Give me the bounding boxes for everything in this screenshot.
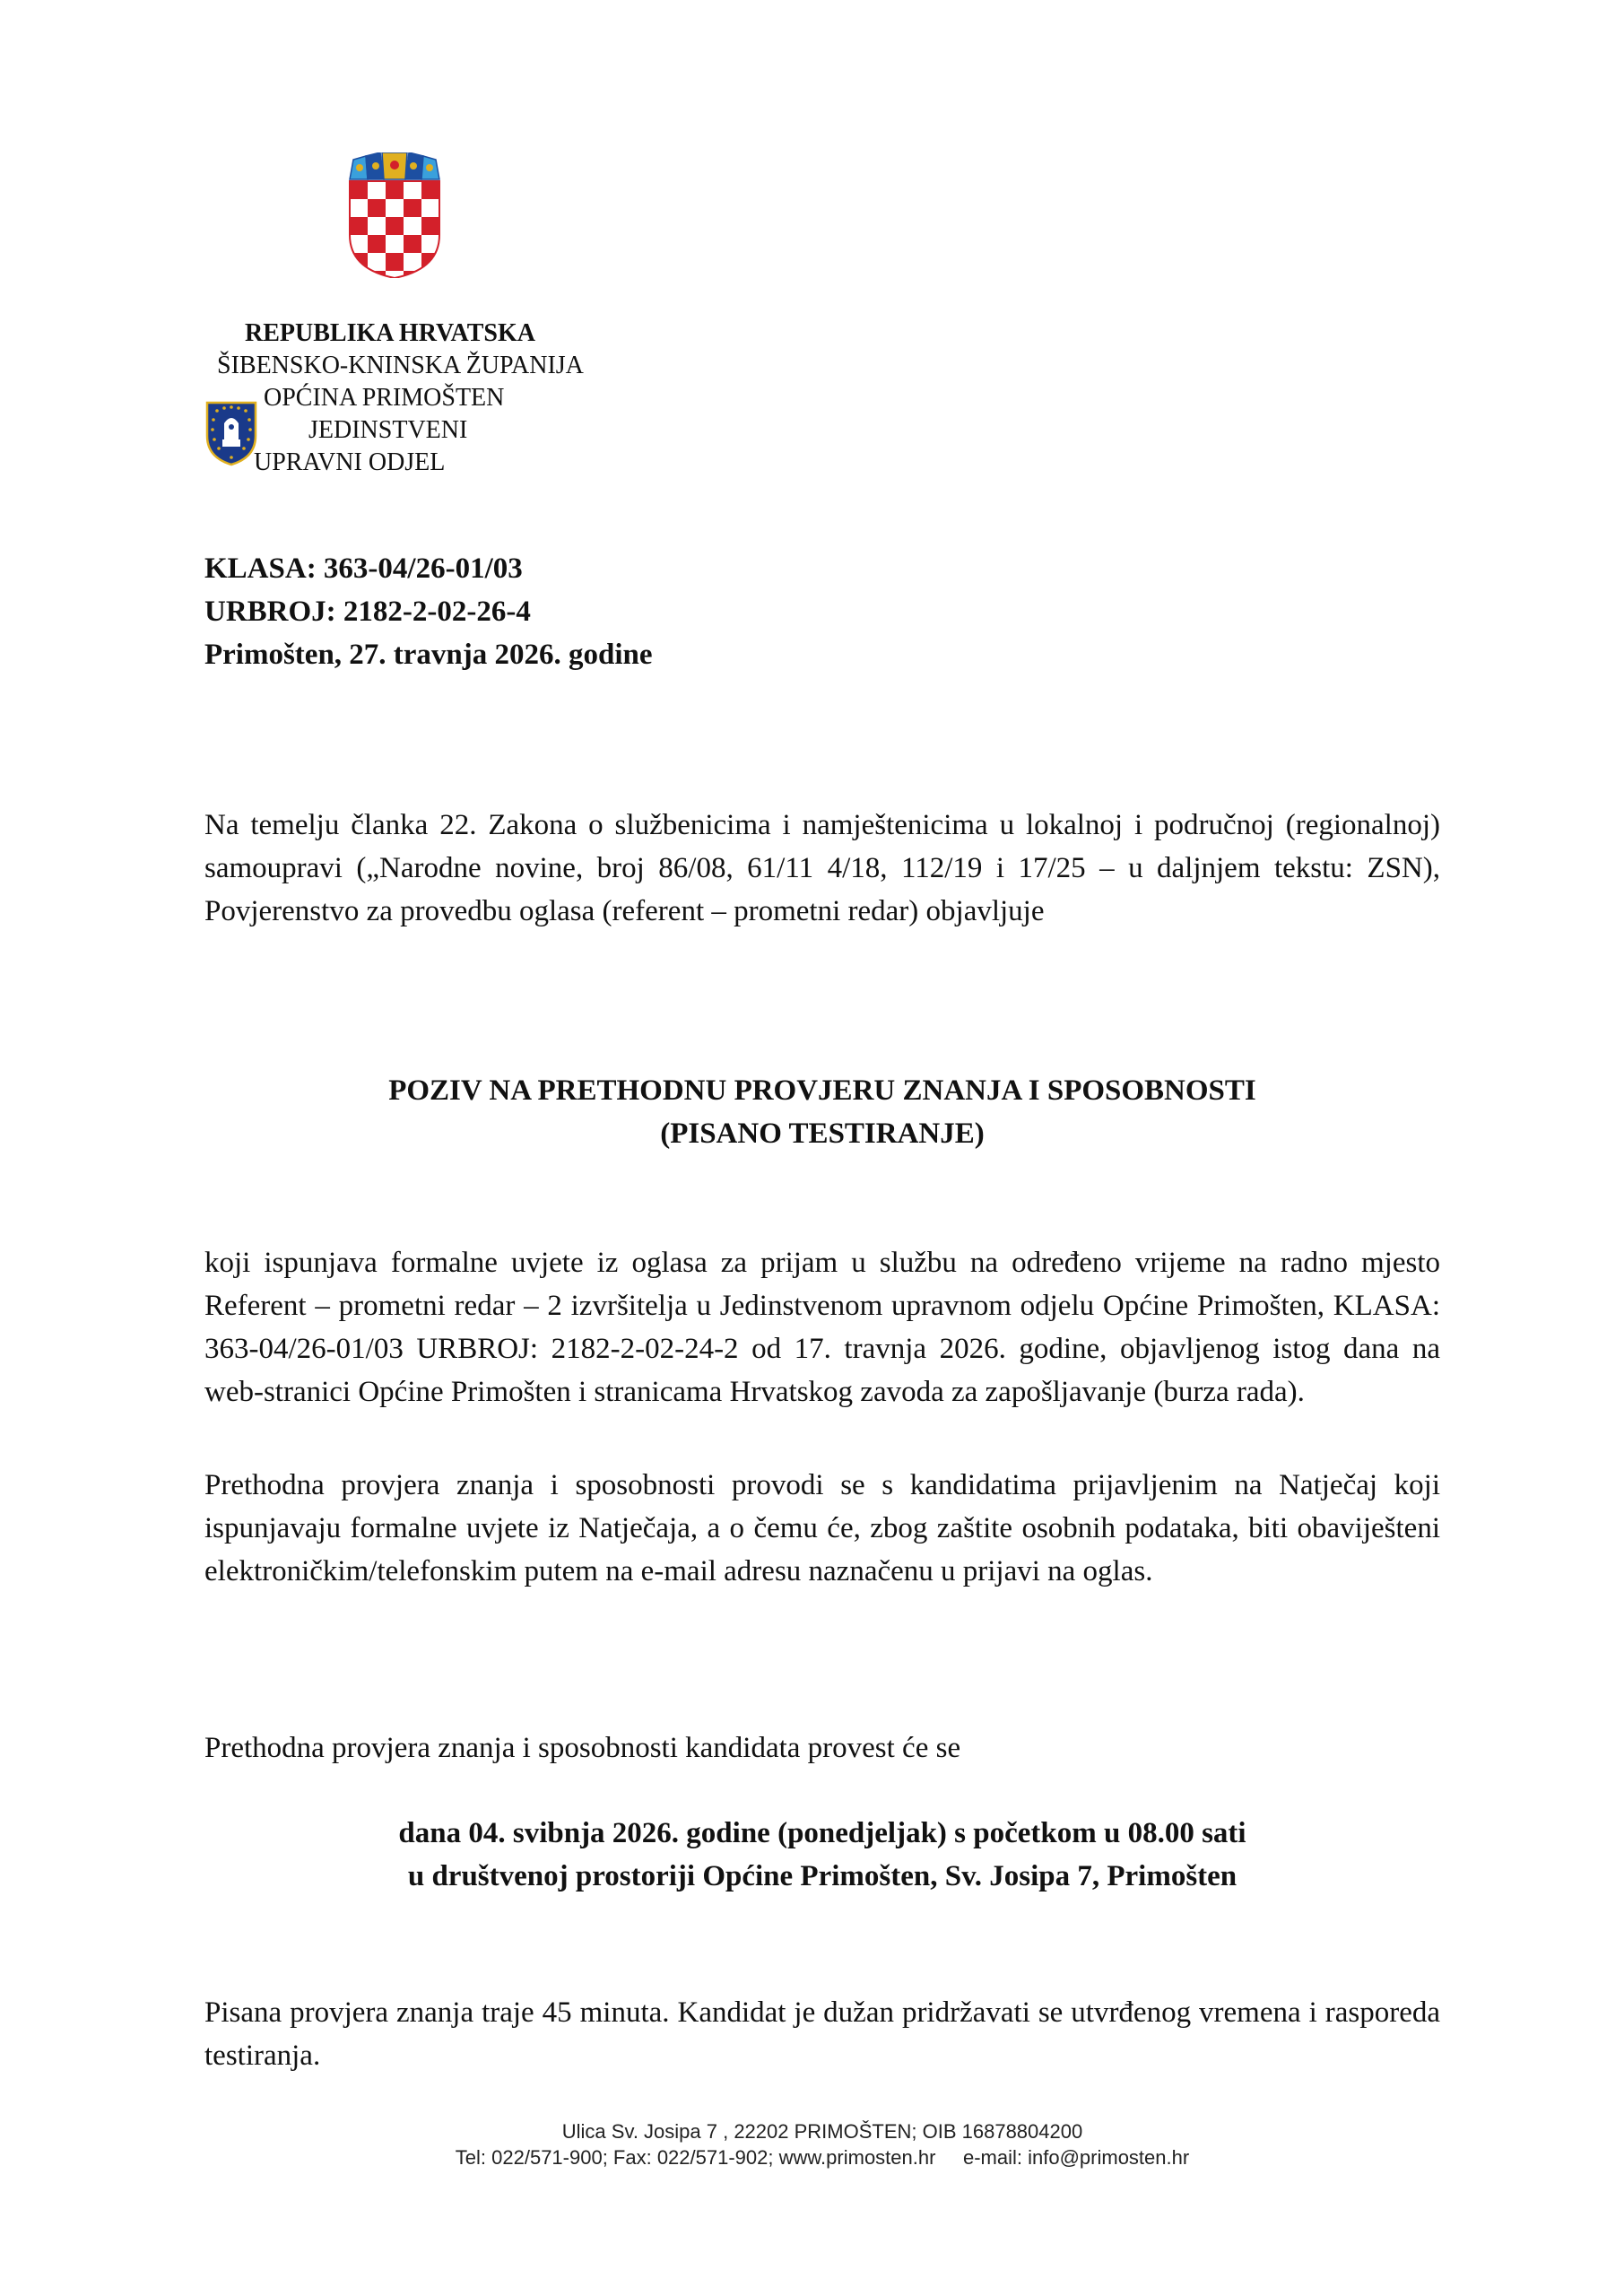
page-footer — [204, 2118, 1440, 2170]
primosten-crest-icon — [204, 400, 258, 466]
footer-contact: Tel: 022/571-900; Fax: 022/571-902; www.primosten.hr e-mail: info@primosten.hr — [455, 2146, 1190, 2169]
date-lead-paragraph: Prethodna provjera znanja i sposobnosti kandidata provest će se — [204, 1732, 961, 1764]
place-date: Primošten, 27. travnja 2026. godine — [204, 639, 653, 671]
candidate-paragraph: koji ispunjava formalne uvjete iz oglasa za prijam u službu na određeno vrijeme na radno mjesto Referent – prometni redar – 2 izvršitelja u Jedinstvenom upravnom odjelu Općine Primošten, KLASA: 363-04/26-01/03 URBROJ: 2182-2-02-24-2 od 17. travnja 2026. godine, objavljenog istog dana na web-stranici Općine Primošten i stranicama Hrvatskog zavoda za zapošljavanje (burza rada). — [204, 1247, 1440, 1408]
footer-address: Ulica Sv. Josipa 7 , 22202 PRIMOŠTEN; OIB 16878804200 — [561, 2120, 1083, 2143]
intro-paragraph: Na temelju članka 22. Zakona o službenicima i namještenicima u lokalnoj i područnoj (regionalnoj) samoupravi („Narodne novine, broj 86/08, 61/11 4/18, 112/19 i 17/25 – u daljnjem tekstu: ZSN), Povjerenstvo za provedbu oglasa (referent – prometni redar) objavljuje — [204, 809, 1440, 927]
duration-paragraph: Pisana provjera znanja traje 45 minuta. Kandidat je dužan pridržavati se utvrđenog vremena i rasporeda testiranja. — [204, 1996, 1440, 2072]
issuer-header — [204, 317, 707, 479]
test-date-line: dana 04. svibnja 2026. godine (ponedjeljak) s početkom u 08.00 sati — [398, 1817, 1246, 1849]
test-location-line: u društvenoj prostoriji Općine Primošten, Sv. Josipa 7, Primošten — [407, 1860, 1238, 1892]
title-line1: POZIV NA PRETHODNU PROVJERU ZNANJA I SPOSOBNOSTI — [388, 1074, 1256, 1107]
urbroj-number: URBROJ: 2182-2-02-26-4 — [204, 596, 531, 628]
county-name: ŠIBENSKO-KNINSKA ŽUPANIJA — [217, 352, 584, 379]
notification-paragraph: Prethodna provjera znanja i sposobnosti provodi se s kandidatima prijavljenim na Natječaj koji ispunjavaju formalne uvjete iz Natječaja, a o čemu će, zbog zaštite osobnih podataka, biti obaviješteni elektroničkim/telefonskim putem na e-mail adresu naznačenu u prijavi na oglas. — [204, 1469, 1440, 1587]
department-line2: UPRAVNI ODJEL — [254, 448, 446, 476]
department-line1: JEDINSTVENI — [308, 416, 468, 444]
title-line2: (PISANO TESTIRANJE) — [660, 1118, 985, 1150]
test-date-location — [204, 1812, 1440, 1898]
klasa-number: KLASA: 363-04/26-01/03 — [204, 552, 523, 585]
reference-block — [204, 547, 1012, 676]
croatian-coat-of-arms-icon — [344, 152, 445, 278]
municipality-name: OPĆINA PRIMOŠTEN — [264, 384, 505, 412]
country-name: REPUBLIKA HRVATSKA — [245, 319, 535, 347]
document-title — [204, 1069, 1440, 1155]
